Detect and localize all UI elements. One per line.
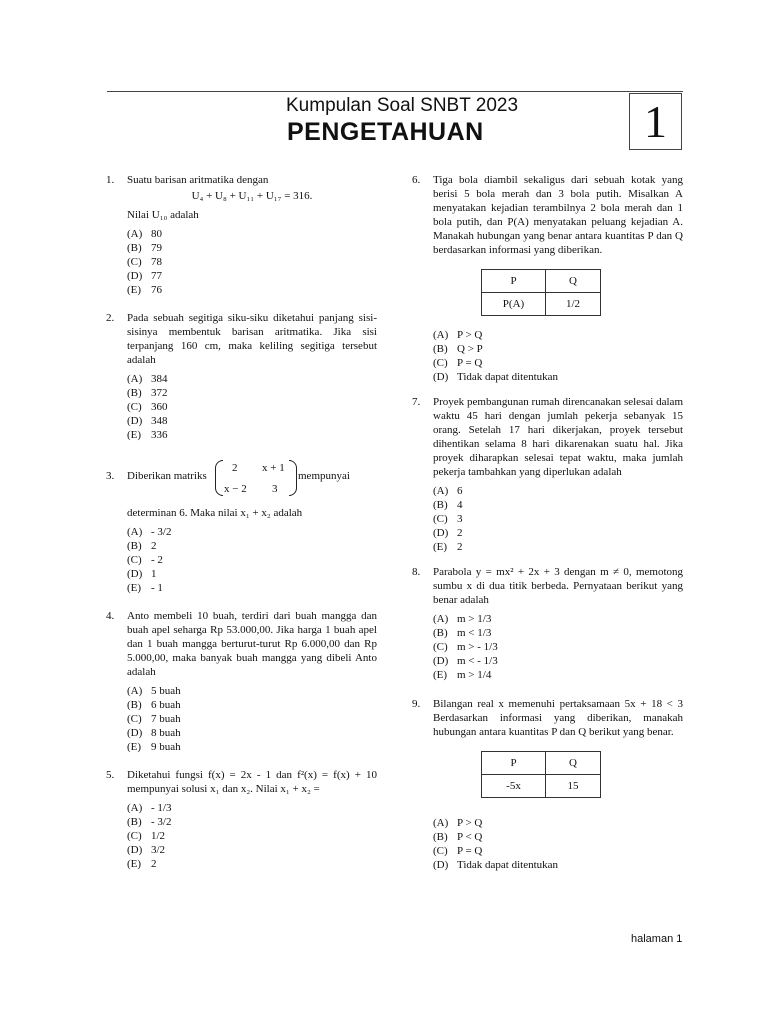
option[interactable]: (D) 77 <box>127 270 162 282</box>
options <box>127 227 377 297</box>
question-formula: U₄ + U₈ + U₁₁ + U₁₇ = 316. <box>191 190 313 202</box>
table-header-cell: Q <box>546 270 601 293</box>
question-3-part2 <box>127 506 377 595</box>
option[interactable]: (B) 79 <box>127 242 162 254</box>
option[interactable]: (B) 4 <box>433 499 463 511</box>
option[interactable]: (D) 348 <box>127 415 168 427</box>
option[interactable]: (C) 1/2 <box>127 830 166 842</box>
option[interactable]: (A) P > Q <box>433 817 483 829</box>
option[interactable]: (E) 9 buah <box>127 741 181 753</box>
option[interactable]: (E) m > 1/4 <box>433 669 492 681</box>
question-7 <box>412 395 683 554</box>
options <box>127 801 377 871</box>
option[interactable]: (B) - 3/2 <box>127 816 172 828</box>
matrix-cell: x + 1 <box>262 462 285 474</box>
option[interactable]: (D) 2 <box>433 527 463 539</box>
matrix-right-paren <box>289 460 297 496</box>
table-cell: 15 <box>546 775 601 798</box>
question-number: 2. <box>106 312 115 324</box>
matrix-cell: 3 <box>272 483 278 495</box>
question-number: 4. <box>106 610 115 622</box>
question-6 <box>412 173 683 384</box>
question-number: 8. <box>412 566 421 578</box>
option[interactable]: (D) Tidak dapat ditentukan <box>433 371 559 383</box>
table-header-cell: Q <box>546 752 601 775</box>
question-stem: Parabola y = mx² + 2x + 3 dengan m ≠ 0, memotong sumbu x di dua titik berbeda. Pernyataan berikut yang benar adalah <box>433 566 683 606</box>
option[interactable]: (C) m > - 1/3 <box>433 641 498 653</box>
option[interactable]: (D) m < - 1/3 <box>433 655 498 667</box>
option[interactable]: (D) Tidak dapat ditentukan <box>433 859 559 871</box>
option[interactable]: (A) 5 buah <box>127 685 181 697</box>
options <box>127 525 377 595</box>
page-number: halaman 1 <box>631 933 683 945</box>
table-row <box>482 270 601 293</box>
option[interactable]: (B) 372 <box>127 387 168 399</box>
question-stem-cont: mempunyai <box>298 470 350 482</box>
option[interactable]: (C) 3 <box>433 513 463 525</box>
option[interactable]: (C) 360 <box>127 401 168 413</box>
question-8 <box>412 565 683 682</box>
matrix <box>215 460 297 498</box>
pq-table <box>481 751 601 798</box>
option[interactable]: (B) 2 <box>127 540 157 552</box>
pq-table <box>481 269 601 316</box>
table-cell: -5x <box>482 775 546 798</box>
matrix-cell: x − 2 <box>224 483 247 495</box>
options <box>127 684 377 754</box>
question-stem: Diketahui fungsi f(x) = 2x - 1 dan f²(x) = f(x) + 10 mempunyai solusi x₁ dan x₂. Nilai x₁ + x₂ = <box>127 769 377 795</box>
question-1 <box>106 173 377 297</box>
option[interactable]: (C) P = Q <box>433 357 483 369</box>
section-number: 1 <box>644 96 667 147</box>
table-row <box>482 293 601 316</box>
question-stem: Suatu barisan aritmatika dengan <box>127 174 269 186</box>
option[interactable]: (C) 7 buah <box>127 713 181 725</box>
table-header-cell: P <box>482 270 546 293</box>
question-number: 6. <box>412 174 421 186</box>
option[interactable]: (B) m < 1/3 <box>433 627 492 639</box>
header-subtitle: Kumpulan Soal SNBT 2023 <box>286 95 519 116</box>
question-number: 3. <box>106 470 115 482</box>
option[interactable]: (A) 384 <box>127 373 168 385</box>
option[interactable]: (C) P = Q <box>433 845 483 857</box>
table-cell: P(A) <box>482 293 546 316</box>
option[interactable]: (D) 3/2 <box>127 844 166 856</box>
option[interactable]: (B) 6 buah <box>127 699 181 711</box>
option[interactable]: (A) 6 <box>433 485 463 497</box>
question-number: 5. <box>106 769 115 781</box>
question-number: 1. <box>106 174 115 186</box>
question-stem: Proyek pembangunan rumah direncanakan selesai dalam waktu 45 hari dengan jumlah pekerja sebanyak 15 orang. Setelah 17 hari dikerjakan, proyek tersebut dihentikan selama 8 hari dikarenakan suatu hal. Jika proyek diharapkan selesai tepat waktu, maka jumlah pekerja tambahkan yang diperlukan adalah <box>433 396 683 478</box>
question-number: 7. <box>412 396 421 408</box>
table-row <box>482 752 601 775</box>
options <box>433 328 683 384</box>
question-stem: Pada sebuah segitiga siku-siku diketahui panjang sisi-sisinya membentuk barisan aritmatika. Jika sisi terpanjang 160 cm, maka keliling segitiga tersebut adalah <box>127 312 377 366</box>
options <box>433 484 683 554</box>
option[interactable]: (A) 80 <box>127 228 162 240</box>
question-stem: Tiga bola diambil sekaligus dari sebuah kotak yang berisi 5 bola merah dan 3 bola putih. Misalkan A menyatakan kejadian terambilnya 2 bola merah dan 1 bola putih, dan P(A) menyatakan peluang kejadian A. Manakah hubungan yang benar antara kuantitas P dan Q berdasarkan informasi yang diberikan. <box>433 174 683 256</box>
question-stem: Diberikan matriks <box>127 470 207 482</box>
options <box>127 372 377 442</box>
header-title: PENGETAHUAN <box>287 118 484 146</box>
option[interactable]: (C) - 2 <box>127 554 163 566</box>
option[interactable]: (E) 76 <box>127 284 162 296</box>
option[interactable]: (C) 78 <box>127 256 162 268</box>
question-stem: Bilangan real x memenuhi pertaksamaan 5x + 18 < 3 Berdasarkan informasi yang diberikan, manakah hubungan antara kuantitas P dan Q berikut yang benar. <box>433 698 683 738</box>
question-9 <box>412 697 683 872</box>
question-stem: Anto membeli 10 buah, terdiri dari buah mangga dan buah apel seharga Rp 53.000,00. Jika harga 1 buah apel dan 1 buah mangga berturut-turut Rp 6.000,00 dan Rp 5.000,00, maka banyak buah mangga yang dibeli Anto adalah <box>127 610 377 678</box>
header-rule <box>107 91 683 92</box>
option[interactable]: (E) - 1 <box>127 582 163 594</box>
option[interactable]: (E) 2 <box>127 858 157 870</box>
table-header-cell: P <box>482 752 546 775</box>
table-row <box>482 775 601 798</box>
option[interactable]: (D) 8 buah <box>127 727 181 739</box>
option[interactable]: (E) 2 <box>433 541 463 553</box>
option[interactable]: (A) P > Q <box>433 329 483 341</box>
question-4 <box>106 609 377 754</box>
table-cell: 1/2 <box>546 293 601 316</box>
option[interactable]: (E) 336 <box>127 429 168 441</box>
option[interactable]: (D) 1 <box>127 568 157 580</box>
options <box>433 612 683 682</box>
question-2 <box>106 311 377 442</box>
question-stem-2: Nilai U₁₀ adalah <box>127 209 199 221</box>
question-5 <box>106 768 377 871</box>
matrix-cell: 2 <box>232 462 238 474</box>
option[interactable]: (A) - 3/2 <box>127 526 172 538</box>
option[interactable]: (B) P < Q <box>433 831 483 843</box>
options <box>433 816 683 872</box>
option[interactable]: (B) Q > P <box>433 343 483 355</box>
option[interactable]: (A) m > 1/3 <box>433 613 492 625</box>
matrix-left-paren <box>215 460 223 496</box>
question-stem-2: determinan 6. Maka nilai x₁ + x₂ adalah <box>127 507 303 519</box>
option[interactable]: (A) - 1/3 <box>127 802 172 814</box>
question-number: 9. <box>412 698 421 710</box>
